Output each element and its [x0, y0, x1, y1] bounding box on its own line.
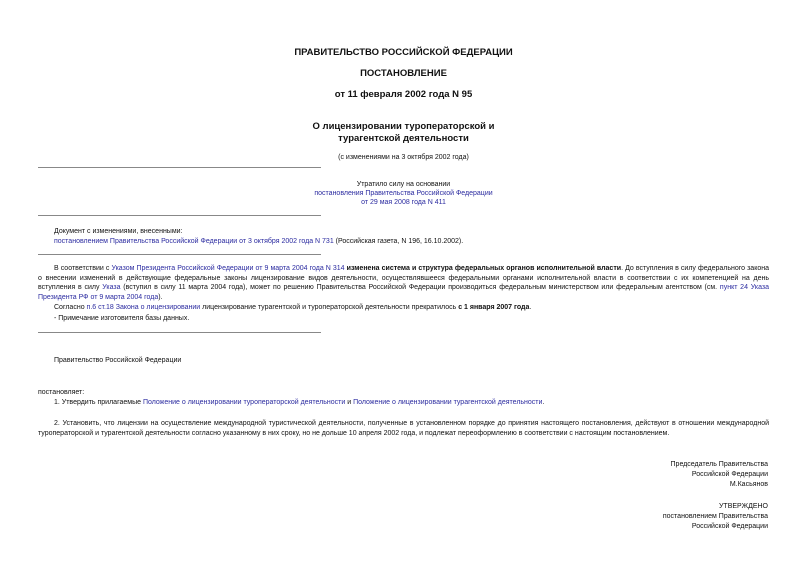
- licensing-law-link[interactable]: п.6 ст.18 Закона о лицензировании: [86, 304, 201, 311]
- approved-label: УТВЕРЖДЕНО: [718, 503, 768, 510]
- repeal-link-line1[interactable]: постановления Правительства Российской Федерации: [314, 190, 493, 197]
- tour-operator-regulation-link[interactable]: Положение о лицензировании туроператорской деятельности: [142, 399, 346, 406]
- changes-link[interactable]: постановлением Правительства Российской Федерации от 3 октября 2002 года N 731: [54, 238, 334, 245]
- item-2: 2. Установить, что лицензии на осуществление международной туристической деятельности, полученные в установленном порядке до принятия настоящего постановления, действуют в отношении международной туроператорской и турагентской деятельности согласно указанному в них сроку, но не дольше 10 апреля 2002 года, и подлежат переоформлению в соответствии с настоящим постановлением.: [38, 420, 769, 437]
- note-text: (вступил в силу 11 марта 2004 года), может по решению Правительства Российской Федерации производиться федеральным министерством или федеральным агентством (см.: [120, 284, 720, 291]
- divider: [38, 254, 321, 255]
- item-1-text: и: [345, 399, 354, 406]
- note-text: лицензирование турагентской и туроператорской деятельности прекратилось: [200, 304, 459, 311]
- note-paragraph-1: [38, 264, 769, 302]
- document-title-line2: турагентской деятельности: [338, 133, 469, 144]
- item-1-text: 1. Утвердить прилагаемые: [54, 399, 143, 406]
- travel-agency-regulation-link[interactable]: Положение о лицензировании турагентской деятельности: [353, 399, 543, 406]
- repeal-block: [240, 180, 567, 207]
- signature-block: [671, 460, 768, 490]
- note-text: .: [529, 304, 532, 311]
- approved-country: Российской Федерации: [691, 523, 768, 530]
- note-bold-text: изменена система и структура федеральных органов исполнительной власти: [344, 265, 622, 272]
- decree-link[interactable]: Указа: [102, 284, 121, 291]
- signature-country: Российской Федерации: [691, 471, 768, 478]
- database-note: [38, 264, 769, 323]
- document-type: ПОСТАНОВЛЕНИЕ: [360, 68, 447, 79]
- signature-title: Председатель Правительства: [670, 461, 768, 468]
- changes-intro: Документ с изменениями, внесенными:: [54, 228, 183, 235]
- government-heading: ПРАВИТЕЛЬСТВО РОССИЙСКОЙ ФЕДЕРАЦИИ: [294, 47, 513, 58]
- note-text: . До вступления в силу федерального закона о внесении изменений в действующие федеральные законы лицензирование видов деятельности, осуществлявшееся федеральными органами исполнительной власти в соответствии с их компетенцией на день вступления в силу: [38, 265, 769, 291]
- item-1-text: .: [542, 399, 545, 406]
- document-date-number: от 11 февраля 2002 года N 95: [334, 89, 473, 100]
- resolves-label: постановляет:: [38, 389, 85, 396]
- note-paragraph-2: [38, 303, 769, 313]
- decree-point-24-link[interactable]: пункт 24 Указа Президента РФ от 9 марта 2004 года: [38, 284, 769, 301]
- approved-block: [663, 502, 768, 532]
- changes-tail: (Российская газета, N 196, 16.10.2002).: [333, 238, 464, 245]
- approved-by: постановлением Правительства: [662, 513, 768, 520]
- repeal-link-line2[interactable]: от 29 мая 2008 года N 411: [361, 199, 446, 206]
- document-title-line1: О лицензировании туроператорской и: [312, 121, 495, 132]
- note-text: Согласно: [54, 304, 87, 311]
- divider: [38, 215, 321, 216]
- divider: [38, 167, 321, 168]
- amendments-note: (с изменениями на 3 октября 2002 года): [338, 154, 469, 161]
- note-text: ).: [158, 293, 163, 301]
- termination-date: с 1 января 2007 года: [458, 304, 530, 311]
- document-title: [0, 121, 807, 145]
- changes-block: [54, 227, 774, 246]
- changes-line: [54, 237, 774, 246]
- repeal-text: Утратило силу на основании: [356, 181, 451, 188]
- note-text: В соответствии с: [54, 265, 112, 272]
- decree-314-link[interactable]: Указом Президента Российской Федерации от 9 марта 2004 года N 314: [111, 265, 345, 272]
- note-paragraph-3: - Примечание изготовителя базы данных.: [54, 314, 190, 322]
- item-1: [54, 398, 769, 407]
- divider: [38, 332, 321, 333]
- body-government: Правительство Российской Федерации: [54, 357, 182, 364]
- signature-name: М.Касьянов: [729, 481, 768, 488]
